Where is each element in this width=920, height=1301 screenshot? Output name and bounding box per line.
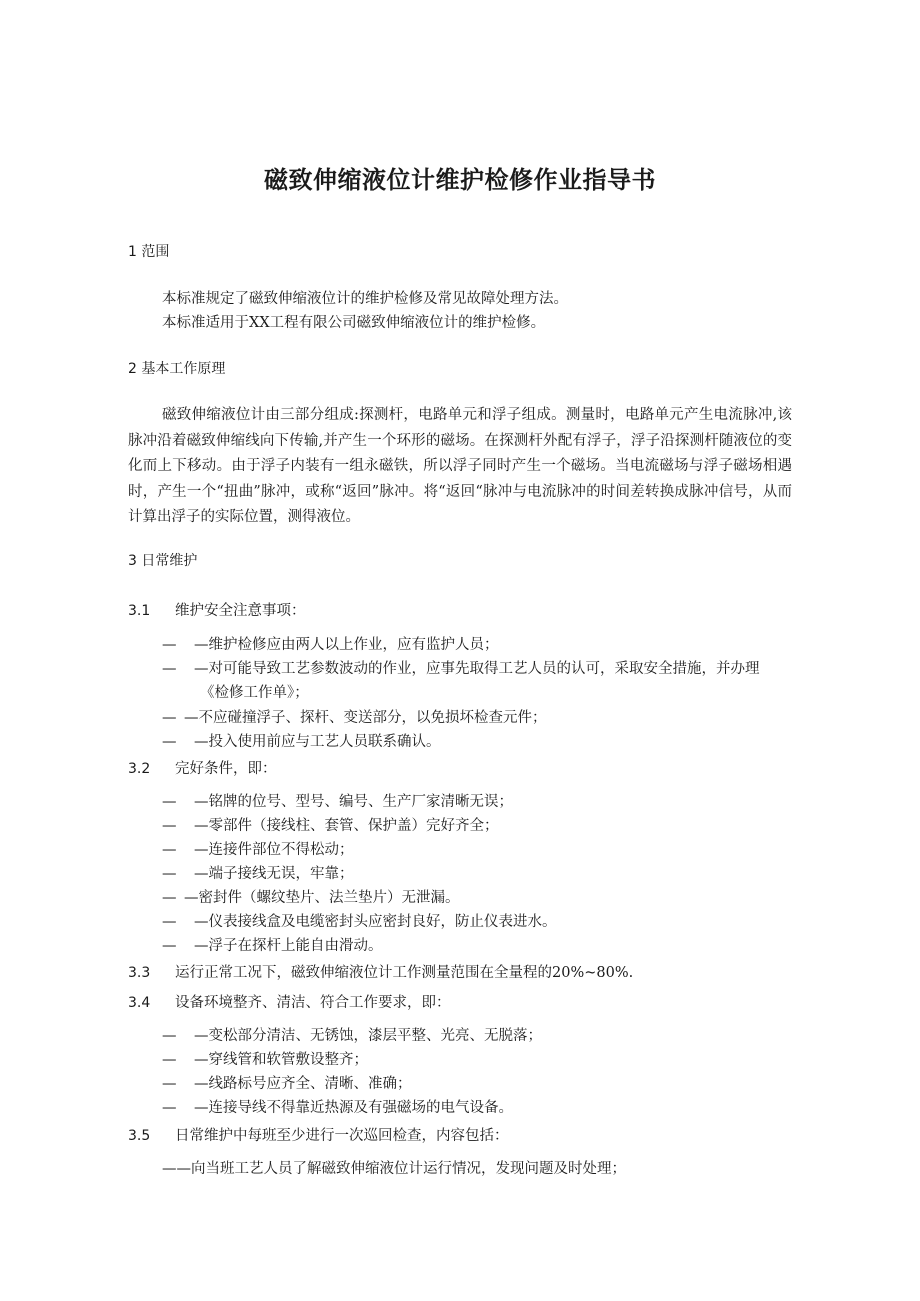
list-item xyxy=(162,1073,412,1095)
dash-marker: — xyxy=(162,1076,177,1092)
list-item xyxy=(162,731,441,753)
item-3-5-text: 日常维护中每班至少进行一次巡回检查，内容包括： xyxy=(175,1128,509,1144)
list-item xyxy=(162,1097,513,1119)
dash-marker: — xyxy=(162,938,177,954)
dash-marker: — xyxy=(162,637,177,653)
list-item-continuation: 《检修工作单》； xyxy=(200,685,309,701)
dash-marker: — xyxy=(162,818,177,834)
item-3-1-text: 维护安全注意事项： xyxy=(175,603,306,619)
dash-marker: — xyxy=(162,734,177,750)
list-item-text: —密封件（螺纹垫片、法兰垫片）无泄漏。 xyxy=(184,890,460,906)
dash-marker: — xyxy=(162,710,177,726)
list-item-text: —浮子在探杆上能自由滑动。 xyxy=(194,938,383,954)
list-item xyxy=(162,707,547,729)
list-item-text: ——向当班工艺人员了解磁致伸缩液位计运行情况，发现问题及时处理； xyxy=(162,1161,626,1177)
list-item-text: —线路标号应齐全、清晰、准确； xyxy=(194,1076,412,1092)
list-item-text: —维护检修应由两人以上作业，应有监护人员； xyxy=(194,637,499,653)
item-3-3-text: 运行正常工况下，磁致伸缩液位计工作测量范围在全量程的20%~80%. xyxy=(175,965,634,981)
list-item xyxy=(162,887,460,909)
section-2-paragraph: 磁致伸缩液位计由三部分组成:探测杆，电路单元和浮子组成。测量时，电路单元产生电流脉冲,该脉冲沿着磁致伸缩线向下传输,并产生一个环形的磁场。在探测杆外配有浮子，浮子沿探测杆随液位的变化而上下移动。由于浮子内装有一组永磁铁，所以浮子同时产生一个磁场。当电流磁场与浮子磁场相遇时，产生一个“扭曲”脉冲，或称“返回”脉冲。将“返回“脉冲与电流脉冲的时间差转换成脉冲信号，从而计算出浮子的实际位置，测得液位。 xyxy=(128,407,792,525)
section-3-heading: 3 日常维护 xyxy=(128,553,198,569)
list-item-text: —仪表接线盒及电缆密封头应密封良好，防止仪表进水。 xyxy=(194,914,557,930)
dash-marker: — xyxy=(162,1100,177,1116)
list-item xyxy=(162,791,513,813)
list-item xyxy=(162,1049,368,1071)
dash-marker: — xyxy=(162,794,177,810)
item-3-3-number: 3.3 xyxy=(128,965,151,981)
dash-marker: — xyxy=(162,1028,177,1044)
item-3-1-number: 3.1 xyxy=(128,603,151,619)
list-item-text: —投入使用前应与工艺人员联系确认。 xyxy=(194,734,441,750)
item-3-4-text: 设备环境整齐、清洁、符合工作要求，即： xyxy=(175,995,451,1011)
list-item-text: —铭牌的位号、型号、编号、生产厂家清晰无误； xyxy=(194,794,513,810)
dash-marker: — xyxy=(162,914,177,930)
list-item-text: —端子接线无误，牢靠； xyxy=(194,866,354,882)
item-3-2-number: 3.2 xyxy=(128,761,151,777)
section-1-paragraph-2: 本标准适用于XX工程有限公司磁致伸缩液位计的维护检修。 xyxy=(162,315,546,331)
list-item xyxy=(162,658,760,680)
list-item xyxy=(162,839,354,861)
list-item xyxy=(162,815,499,837)
list-item-text: —连接导线不得靠近热源及有强磁场的电气设备。 xyxy=(194,1100,513,1116)
dash-marker: — xyxy=(162,866,177,882)
section-1-heading: 1 范围 xyxy=(128,244,170,260)
list-item xyxy=(162,634,499,656)
list-item xyxy=(162,863,354,885)
list-item-text: —零部件（接线柱、套管、保护盖）完好齐全； xyxy=(194,818,499,834)
document-title: 磁致伸缩液位计维护检修作业指导书 xyxy=(264,166,656,194)
item-3-4-number: 3.4 xyxy=(128,995,151,1011)
dash-marker: — xyxy=(162,661,177,677)
list-item xyxy=(162,1158,626,1180)
dash-marker: — xyxy=(162,842,177,858)
list-item-text: —连接件部位不得松动； xyxy=(194,842,354,858)
item-3-2-text: 完好条件，即： xyxy=(175,761,277,777)
list-item-text: —不应碰撞浮子、探杆、变送部分，以免损坏检查元件； xyxy=(184,710,547,726)
list-item xyxy=(162,1025,542,1047)
list-item xyxy=(162,911,557,933)
dash-marker: — xyxy=(162,890,177,906)
list-item xyxy=(162,935,383,957)
item-3-5-number: 3.5 xyxy=(128,1128,151,1144)
list-item-text: —对可能导致工艺参数波动的作业，应事先取得工艺人员的认可，采取安全措施，并办理 xyxy=(194,661,760,677)
section-1-paragraph-1: 本标准规定了磁致伸缩液位计的维护检修及常见故障处理方法。 xyxy=(162,291,568,307)
dash-marker: — xyxy=(162,1052,177,1068)
list-item-text: —穿线管和软管敷设整齐； xyxy=(194,1052,368,1068)
list-item-text: —变松部分清洁、无锈蚀，漆层平整、光亮、无脱落； xyxy=(194,1028,542,1044)
section-2-heading: 2 基本工作原理 xyxy=(128,361,226,377)
